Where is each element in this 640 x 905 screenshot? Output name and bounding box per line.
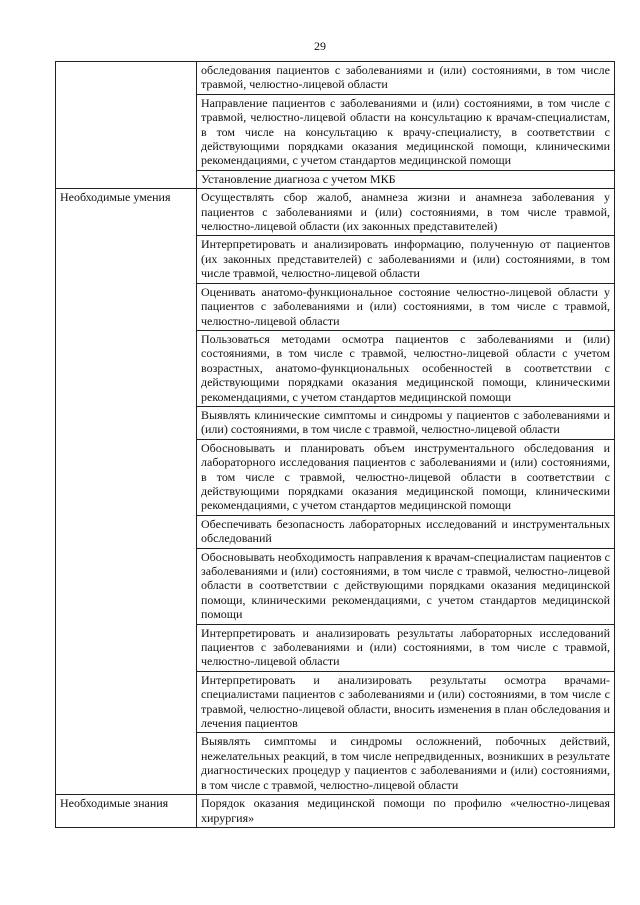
table-cell-text: Интерпретировать и анализировать результаты осмотра врачами-специалистами пациентов с заболеваниями и (или) состояниями, в том числе с травмой, челюстно-лицевой области, вносить изменения в план обследования и лечения пациентов bbox=[197, 671, 615, 733]
table-cell-text: Обосновывать и планировать объем инструментального обследования и лабораторного исследования пациентов с заболеваниями и (или) состояниями, в том числе с травмой, челюстно-лицевой области в соответствии с действующими порядками оказания медицинской помощи, клиническими рекомендациями, с учетом стандартов медицинской помощи bbox=[197, 439, 615, 515]
table-cell-text: Интерпретировать и анализировать информацию, полученную от пациентов (их законных представителей) с заболеваниями и (или) состояниями, в том числе травмой, челюстно-лицевой области bbox=[197, 236, 615, 283]
page-number: 29 bbox=[314, 39, 326, 53]
table-row bbox=[56, 62, 615, 95]
table-cell-text: Интерпретировать и анализировать результаты лабораторных исследований пациентов с заболеваниями и (или) состояниями, в том числе с травмой, челюстно-лицевой области bbox=[197, 624, 615, 671]
section-label bbox=[56, 62, 197, 189]
section-label: Необходимые умения bbox=[56, 189, 197, 795]
table-cell-text: Выявлять симптомы и синдромы осложнений, побочных действий, нежелательных реакций, в том числе непредвиденных, возникших в результате диагностических процедур у пациентов с заболеваниями и (или) состояниями, в том числе с травмой, челюстно-лицевой области bbox=[197, 733, 615, 795]
table-cell-text: обследования пациентов с заболеваниями и (или) состояниями, в том числе травмой, челюстно-лицевой области bbox=[197, 62, 615, 95]
table-cell-text: Оценивать анатомо-функциональное состояние челюстно-лицевой области у пациентов с заболеваниями и (или) состояниями, в том числе с травмой, челюстно-лицевой области bbox=[197, 283, 615, 330]
table-cell-text: Направление пациентов с заболеваниями и (или) состояниями, в том числе с травмой, челюстно-лицевой области на консультацию к врачам-специалистам, в том числе на консультацию к врачу-специалисту, в соответствии с действующими порядками оказания медицинской помощи, клиническими рекомендациями, с учетом стандартов медицинской помощи bbox=[197, 94, 615, 170]
table-cell-text: Обеспечивать безопасность лабораторных исследований и инструментальных обследований bbox=[197, 515, 615, 548]
competency-table bbox=[55, 61, 615, 828]
table-cell-text: Установление диагноза с учетом МКБ bbox=[197, 170, 615, 188]
table-cell-text: Обосновывать необходимость направления к врачам-специалистам пациентов с заболеваниями и (или) состояниями, в том числе с травмой, челюстно-лицевой области в соответствии с действующими порядками оказания медицинской помощи, клиническими рекомендациями, с учетом стандартов медицинской помощи bbox=[197, 548, 615, 624]
table-row bbox=[56, 795, 615, 828]
table-cell-text: Осуществлять сбор жалоб, анамнеза жизни и анамнеза заболевания у пациентов с заболеваниями и (или) состояниями, в том числе травмой, челюстно-лицевой области (их законных представителей) bbox=[197, 189, 615, 236]
table-cell-text: Пользоваться методами осмотра пациентов с заболеваниями и (или) состояниями, в том числе с травмой, челюстно-лицевой области с учетом возрастных, анатомо-функциональных особенностей в соответствии с действующими порядками оказания медицинской помощи, клиническими рекомендациями, с учетом стандартов медицинской помощи bbox=[197, 330, 615, 406]
competency-table-body bbox=[56, 62, 615, 828]
table-cell-text: Порядок оказания медицинской помощи по профилю «челюстно-лицевая хирургия» bbox=[197, 795, 615, 828]
section-label: Необходимые знания bbox=[56, 795, 197, 828]
table-row bbox=[56, 189, 615, 236]
table-cell-text: Выявлять клинические симптомы и синдромы у пациентов с заболеваниями и (или) состояниями, в том числе с травмой, челюстно-лицевой области bbox=[197, 406, 615, 439]
